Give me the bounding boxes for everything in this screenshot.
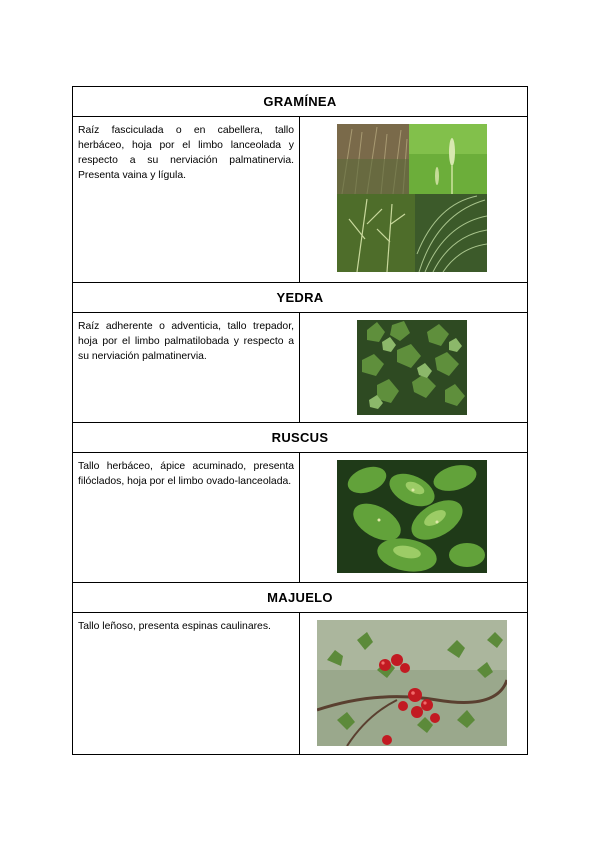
ivy-photo — [357, 320, 467, 415]
ruscus-photo — [337, 460, 487, 573]
plant-table — [72, 86, 528, 755]
plant-description-ruscus: Tallo herbáceo, ápice acuminado, presenta filóclados, hoja por el limbo ovado-lanceolada. — [73, 453, 300, 583]
photo-cell-graminea — [300, 117, 528, 283]
photo-cell-ruscus — [300, 453, 528, 583]
plant-title-yedra: YEDRA — [73, 283, 528, 313]
photo-cell-majuelo — [300, 613, 528, 755]
plant-title-ruscus: RUSCUS — [73, 423, 528, 453]
plant-title-graminea: GRAMÍNEA — [73, 87, 528, 117]
photo-cell-yedra — [300, 313, 528, 423]
plant-title-majuelo: MAJUELO — [73, 583, 528, 613]
grass-photo — [337, 124, 487, 272]
plant-description-majuelo: Tallo leñoso, presenta espinas caulinares. — [73, 613, 300, 755]
hawthorn-photo — [317, 620, 507, 746]
plant-description-yedra: Raíz adherente o adventicia, tallo trepador, hoja por el limbo palmatilobada y respecto a su nerviación palmatinervia. — [73, 313, 300, 423]
plant-description-graminea: Raíz fasciculada o en cabellera, tallo herbáceo, hoja por el limbo lanceolada y respecto a su nerviación palmatinervia. Presenta vaina y lígula. — [73, 117, 300, 283]
